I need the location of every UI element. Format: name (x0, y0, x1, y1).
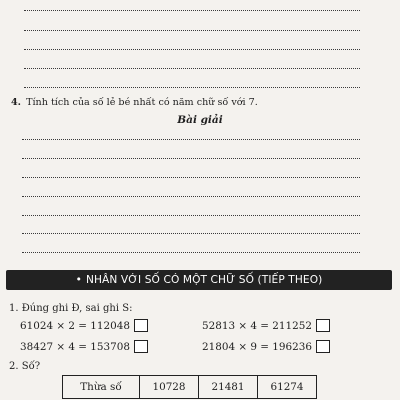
answer-line (24, 68, 360, 69)
table-cell: 21481 (199, 376, 258, 399)
question-text: Tính tích của số lẻ bé nhất có năm chữ số với 7. (26, 97, 258, 108)
solution-title: Bài giải (177, 114, 223, 126)
answer-line (24, 49, 360, 50)
equation-row (20, 319, 148, 332)
answer-line (22, 233, 360, 234)
answer-checkbox[interactable] (134, 340, 148, 353)
equation-row (20, 340, 148, 353)
table-cell: 61274 (258, 376, 317, 399)
answer-line (22, 215, 360, 216)
answer-line (22, 196, 360, 197)
question-4 (11, 97, 258, 108)
factor-table (62, 375, 317, 399)
question-1-prompt: 1. Đúng ghi Đ, sai ghi S: (9, 303, 133, 314)
question-number: 4. (11, 97, 22, 108)
answer-checkbox[interactable] (316, 340, 330, 353)
equation-text: 61024 × 2 = 112048 (20, 319, 130, 332)
answer-line (24, 30, 360, 31)
table-header: Thừa số (63, 376, 140, 399)
equation-text: 38427 × 4 = 153708 (20, 340, 130, 353)
table-cell: 10728 (140, 376, 199, 399)
answer-line (22, 158, 360, 159)
answer-line (22, 139, 360, 140)
equation-text: 21804 × 9 = 196236 (202, 340, 312, 353)
table-row (63, 376, 317, 399)
bullet-icon: • (75, 274, 82, 286)
equation-text: 52813 × 4 = 211252 (202, 319, 312, 332)
answer-line (24, 87, 360, 88)
equation-row (202, 340, 330, 353)
section-banner (6, 270, 392, 290)
equation-row (202, 319, 330, 332)
answer-line (22, 177, 360, 178)
section-title: NHÂN VỚI SỐ CÓ MỘT CHỮ SỐ (TIẾP THEO) (85, 274, 323, 286)
answer-checkbox[interactable] (316, 319, 330, 332)
question-2-prompt: 2. Số? (9, 361, 41, 372)
answer-line (22, 252, 360, 253)
answer-checkbox[interactable] (134, 319, 148, 332)
answer-line (24, 10, 360, 11)
